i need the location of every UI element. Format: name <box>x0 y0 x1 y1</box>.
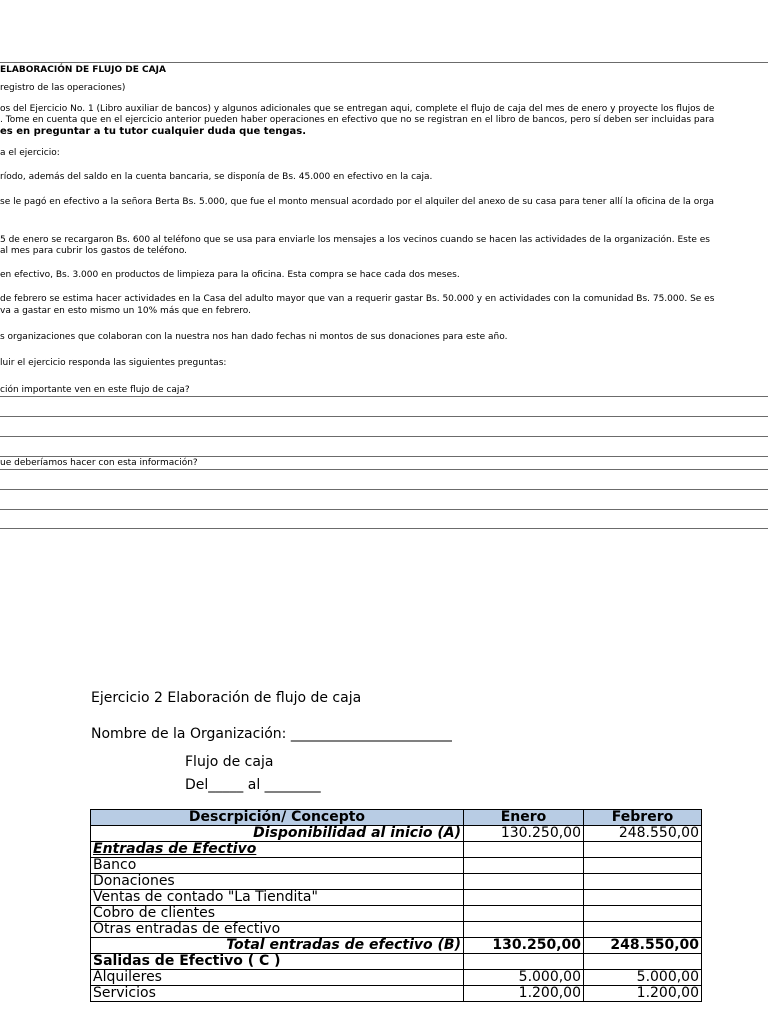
table-row <box>91 890 702 906</box>
cell-enero[interactable] <box>464 842 584 858</box>
exercise-item: se le pagó en efectivo a la señora Berta Bs. 5.000, que fue el monto mensual acordado por el alquiler del anexo de su casa para tener allí la oficina de la orga <box>0 197 715 207</box>
table-row <box>91 842 702 858</box>
cell-febrero[interactable] <box>584 842 702 858</box>
exercise-item: al mes para cubrir los gastos de teléfono. <box>0 246 188 256</box>
table-row <box>91 986 702 1002</box>
row-concept: Ventas de contado "La Tiendita" <box>91 890 464 906</box>
intro-line: os del Ejercicio No. 1 (Libro auxiliar de bancos) y algunos adicionales que se entregan aqui, complete el flujo de caja del mes de enero y proyecte los flujos de <box>0 104 715 114</box>
answer-line[interactable] <box>0 469 768 470</box>
cell-enero[interactable]: 130.250,00 <box>464 826 584 842</box>
row-concept: Disponibilidad al inicio (A) <box>91 826 464 842</box>
cell-febrero[interactable] <box>584 874 702 890</box>
organization-name-field[interactable]: Nombre de la Organización: _______________________ <box>91 726 452 742</box>
cell-febrero[interactable]: 248.550,00 <box>584 938 702 954</box>
exercise-item: va a gastar en esto mismo un 10% más que en febrero. <box>0 306 251 316</box>
cash-flow-label: Flujo de caja <box>185 754 274 770</box>
row-concept: Cobro de clientes <box>91 906 464 922</box>
cell-febrero[interactable] <box>584 922 702 938</box>
cell-febrero[interactable] <box>584 954 702 970</box>
questions-label: luir el ejercicio responda las siguientes preguntas: <box>0 358 227 368</box>
cell-febrero[interactable] <box>584 906 702 922</box>
exercise-item: ríodo, además del saldo en la cuenta bancaria, se disponía de Bs. 45.000 en efectivo en la caja. <box>0 172 433 182</box>
exercise-title: Ejercicio 2 Elaboración de flujo de caja <box>91 690 362 706</box>
cell-enero[interactable] <box>464 874 584 890</box>
cell-enero[interactable] <box>464 922 584 938</box>
question: ue deberíamos hacer con esta información? <box>0 458 198 468</box>
header-concepto: Descrpición/ Concepto <box>91 810 464 826</box>
row-concept: Alquileres <box>91 970 464 986</box>
table-row <box>91 826 702 842</box>
section-title: ELABORACIÓN DE FLUJO DE CAJA <box>0 65 166 75</box>
top-rule <box>0 62 768 63</box>
cell-enero[interactable]: 1.200,00 <box>464 986 584 1002</box>
header-febrero: Febrero <box>584 810 702 826</box>
cell-enero[interactable] <box>464 858 584 874</box>
table-row <box>91 922 702 938</box>
cell-febrero[interactable]: 5.000,00 <box>584 970 702 986</box>
header-enero: Enero <box>464 810 584 826</box>
row-concept: Salidas de Efectivo ( C ) <box>91 954 464 970</box>
intro-line: . Tome en cuenta que en el ejercicio anterior pueden haber operaciones en efectivo que no se registran en el libro de bancos, pero sí deben ser incluidas para <box>0 115 715 125</box>
answer-line[interactable] <box>0 509 768 510</box>
answer-line[interactable] <box>0 436 768 437</box>
exercise-item: 5 de enero se recargaron Bs. 600 al teléfono que se usa para enviarle los mensajes a los vecinos cuando se hacen las actividades de la organización. Este es <box>0 235 710 245</box>
subtitle: registro de las operaciones) <box>0 83 126 93</box>
intro-line-bold: es en preguntar a tu tutor cualquier duda que tengas. <box>0 126 307 137</box>
row-concept: Total entradas de efectivo (B) <box>91 938 464 954</box>
cell-enero[interactable] <box>464 890 584 906</box>
cell-enero[interactable] <box>464 954 584 970</box>
cell-enero[interactable]: 130.250,00 <box>464 938 584 954</box>
row-concept: Otras entradas de efectivo <box>91 922 464 938</box>
cell-febrero[interactable] <box>584 890 702 906</box>
exercise-label: a el ejercicio: <box>0 148 60 158</box>
table-row <box>91 954 702 970</box>
answer-line[interactable] <box>0 528 768 529</box>
row-concept: Banco <box>91 858 464 874</box>
answer-line[interactable] <box>0 396 768 397</box>
table-row <box>91 874 702 890</box>
answer-line[interactable] <box>0 416 768 417</box>
answer-line[interactable] <box>0 456 768 457</box>
cell-febrero[interactable] <box>584 858 702 874</box>
table-row <box>91 938 702 954</box>
row-concept: Donaciones <box>91 874 464 890</box>
table-row <box>91 970 702 986</box>
table-header-row <box>91 810 702 826</box>
question: ción importante ven en este flujo de caja? <box>0 385 190 395</box>
exercise-item: de febrero se estima hacer actividades en la Casa del adulto mayor que van a requerir gastar Bs. 50.000 y en actividades con la comunidad Bs. 75.000. Se es <box>0 294 715 304</box>
cash-flow-table <box>90 809 702 1002</box>
table-row <box>91 858 702 874</box>
table-row <box>91 906 702 922</box>
exercise-item: s organizaciones que colaboran con la nuestra nos han dado fechas ni montos de sus donaciones para este año. <box>0 332 508 342</box>
cell-enero[interactable] <box>464 906 584 922</box>
cell-enero[interactable]: 5.000,00 <box>464 970 584 986</box>
cell-febrero[interactable]: 1.200,00 <box>584 986 702 1002</box>
date-range-field[interactable]: Del_____ al ________ <box>185 777 321 793</box>
answer-line[interactable] <box>0 489 768 490</box>
row-concept: Servicios <box>91 986 464 1002</box>
row-concept: Entradas de Efectivo <box>91 842 464 858</box>
exercise-item: en efectivo, Bs. 3.000 en productos de limpieza para la oficina. Esta compra se hace cada dos meses. <box>0 270 460 280</box>
cell-febrero[interactable]: 248.550,00 <box>584 826 702 842</box>
